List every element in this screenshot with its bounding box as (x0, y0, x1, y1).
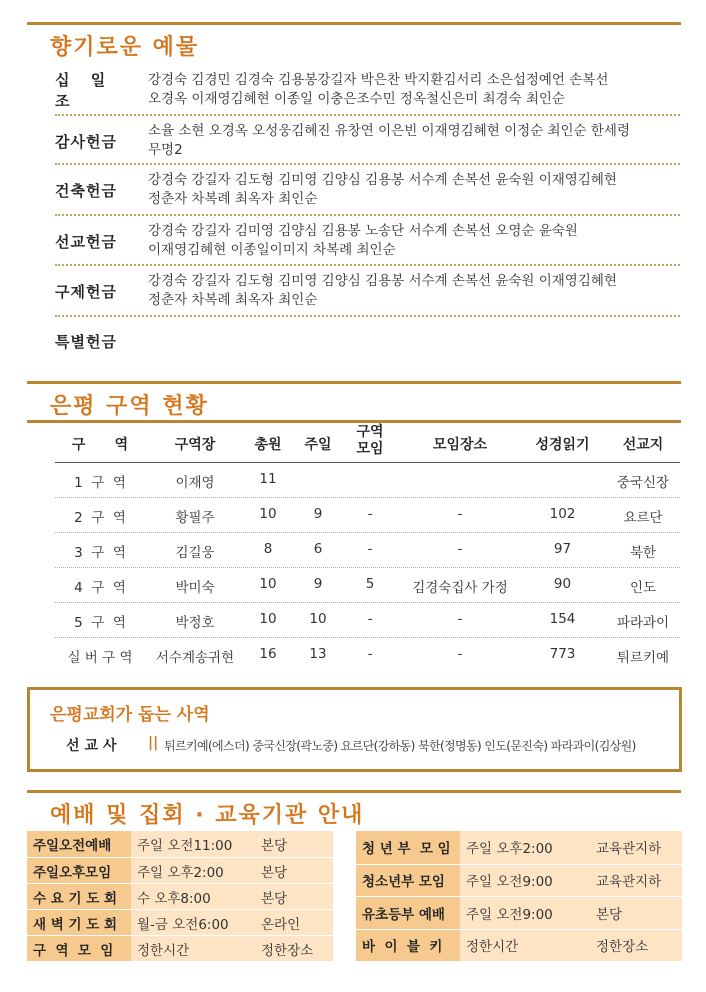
schedule-time: 정한시간 (460, 929, 590, 962)
offering-row-relief (55, 272, 680, 310)
district-cell-missionary: 북한 (629, 545, 657, 561)
district-cell-district: 실 버 구 역 (67, 650, 133, 666)
district-cell-bible: 154 (549, 611, 576, 627)
offering-names-line: 강경숙 강길자 김도형 김미영 김양심 김용봉 서수계 손복선 윤숙원 이재영김혜현 (148, 273, 617, 289)
district-cell-leader: 박미숙 (175, 580, 215, 596)
district-top-rule (27, 381, 681, 384)
district-cell-leader: 황필주 (175, 510, 215, 526)
divider (55, 497, 680, 498)
district-cell-meeting: 5 (365, 576, 375, 592)
district-table-header (55, 424, 680, 462)
divider (55, 163, 680, 165)
offering-names-line: 정춘자 차복례 최옥자 최인순 (148, 292, 318, 308)
schedule-table-left (27, 831, 333, 961)
schedule-place: 온라인 (255, 909, 333, 935)
district-cell-district: 3 구 역 (74, 545, 126, 561)
schedule-place: 교육관지하 (590, 864, 682, 897)
district-cell-leader: 박정호 (175, 615, 215, 631)
col-meeting-1: 구역 (356, 424, 384, 440)
schedule-place: 본당 (255, 883, 333, 909)
schedule-name: 바 이 블 키 (356, 929, 460, 962)
col-sunday: 주일 (304, 437, 332, 453)
schedule-time: 주일 오전11:00 (131, 831, 255, 857)
district-cell-meeting: - (367, 506, 373, 522)
district-cell-leader: 이재영 (175, 475, 215, 491)
district-cell-district: 5 구 역 (74, 615, 126, 631)
offering-label: 감사헌금 (55, 132, 117, 151)
schedule-time: 주일 오후2:00 (460, 831, 590, 864)
district-cell-sunday: 6 (313, 541, 323, 557)
offering-label: 선교헌금 (55, 232, 117, 251)
schedule-time: 주일 오전9:00 (460, 896, 590, 929)
schedule-place: 교육관지하 (590, 831, 682, 864)
schedule-name: 구 역 모 임 (27, 935, 131, 961)
schedule-name: 수 요 기 도 회 (27, 883, 131, 909)
col-meeting-2: 모임 (356, 441, 384, 457)
offering-top-rule (27, 22, 681, 25)
district-row (55, 500, 680, 530)
district-cell-missionary: 파라과이 (616, 615, 670, 631)
schedule-row (27, 935, 333, 961)
district-cell-missionary: 중국신장 (616, 475, 670, 491)
divider (55, 602, 680, 603)
district-cell-district: 2 구 역 (74, 510, 126, 526)
offering-names-line: 소율 소현 오경옥 오성웅김혜진 유창연 이은빈 이재영김혜현 이정순 최인순 한세령 (148, 123, 631, 139)
schedule-row (356, 864, 682, 897)
offering-label: 특별헌금 (55, 333, 117, 351)
divider (55, 114, 680, 116)
offering-names-line: 강경숙 강길자 김미영 김양심 김용봉 노송단 서수계 손복선 오영순 윤숙원 (148, 223, 578, 239)
offering-names-line: 정춘자 차복례 최옥자 최인순 (148, 191, 318, 207)
district-cell-total: 11 (259, 471, 277, 487)
district-cell-sunday: 9 (313, 506, 323, 522)
schedule-place: 본당 (590, 896, 682, 929)
district-cell-total: 16 (259, 646, 277, 662)
district-section-title: 은평 구역 현황 (50, 394, 209, 419)
district-row (55, 465, 680, 495)
col-leader: 구역장 (174, 437, 216, 453)
district-cell-place: - (457, 506, 463, 522)
offering-names-line: 오경옥 이재영김혜현 이종일 이충은조수민 정옥철신은미 최경숙 최인순 (148, 91, 565, 107)
district-cell-total: 10 (259, 576, 277, 592)
district-cell-place: 김경숙집사 가정 (412, 580, 508, 596)
mission-separator: || (148, 735, 159, 751)
schedule-row (27, 909, 333, 935)
schedule-row (27, 831, 333, 857)
schedule-time: 수 오후8:00 (131, 883, 255, 909)
district-cell-meeting: - (367, 541, 373, 557)
schedule-row (27, 883, 333, 909)
district-cell-total: 10 (259, 506, 277, 522)
district-cell-bible: 97 (553, 541, 572, 557)
offering-row-tithe (55, 69, 680, 111)
offering-names (145, 71, 608, 109)
district-row (55, 640, 680, 670)
offering-names (145, 272, 617, 310)
offering-names (145, 122, 630, 160)
mission-list: 튀르키예(에스더) 중국신장(곽노중) 요르단(강하동) 북한(정명동) 인도(문진숙) 파라과이(김상원) (164, 739, 636, 753)
offering-names-line: 강경숙 김경민 김경숙 김용봉강길자 박은찬 박지환김서리 소은섭정예언 손복선 (148, 72, 609, 88)
district-cell-place: - (457, 541, 463, 557)
district-cell-meeting: - (367, 611, 373, 627)
offering-row-building (55, 171, 680, 209)
schedule-name: 주일오후모임 (27, 857, 131, 883)
offering-names (145, 171, 617, 209)
divider (55, 637, 680, 638)
schedule-time: 주일 오전9:00 (460, 864, 590, 897)
district-cell-total: 10 (259, 611, 277, 627)
district-row (55, 605, 680, 635)
district-cell-missionary: 인도 (629, 580, 657, 596)
header-underline (55, 462, 680, 463)
district-cell-missionary: 요르단 (623, 510, 663, 526)
offering-row-mission (55, 222, 680, 260)
district-cell-total: 8 (263, 541, 273, 557)
offering-label: 십 일 조 (55, 71, 114, 110)
offering-row-special (55, 331, 680, 352)
divider (55, 532, 680, 533)
schedule-time: 주일 오후2:00 (131, 857, 255, 883)
district-row (55, 570, 680, 600)
district-cell-bible: 90 (553, 576, 572, 592)
district-cell-sunday: 13 (309, 646, 327, 662)
district-cell-missionary: 튀르키예 (616, 650, 670, 666)
district-cell-leader: 서수계송귀현 (155, 650, 235, 666)
district-cell-sunday: 10 (309, 611, 327, 627)
col-total: 총원 (254, 437, 282, 453)
col-place: 모임장소 (432, 437, 488, 453)
mission-label: 선교사 (66, 738, 122, 754)
offering-names-line: 무명2 (148, 142, 183, 158)
schedule-place: 정한장소 (255, 935, 333, 961)
schedule-place: 정한장소 (590, 929, 682, 962)
col-bible: 성경읽기 (535, 437, 590, 453)
district-cell-bible: 773 (549, 646, 576, 662)
divider (55, 214, 680, 216)
offering-names-line: 이재영김혜현 이종일이미지 차복례 최인순 (148, 242, 396, 258)
district-row (55, 535, 680, 565)
col-district: 구 역 (71, 437, 129, 453)
schedule-place: 본당 (255, 857, 333, 883)
mission-title: 은평교회가 돕는 사역 (50, 705, 210, 725)
schedule-row (356, 831, 682, 864)
district-cell-district: 4 구 역 (74, 580, 126, 596)
col-missionary: 선교지 (622, 437, 664, 453)
district-cell-meeting: - (367, 646, 373, 662)
offering-names (145, 222, 578, 260)
district-cell-sunday: 9 (313, 576, 323, 592)
schedule-time: 월-금 오전6:00 (131, 909, 255, 935)
offering-label: 건축헌금 (55, 181, 117, 200)
district-header-rule (27, 420, 681, 423)
divider (55, 315, 680, 317)
divider (55, 264, 680, 266)
district-cell-district: 1 구 역 (74, 475, 126, 491)
schedule-section-title: 예배 및 집회 · 교육기관 안내 (50, 803, 365, 828)
district-cell-bible: 102 (549, 506, 576, 522)
schedule-row (356, 929, 682, 962)
schedule-name: 유초등부 예배 (356, 896, 460, 929)
divider (55, 567, 680, 568)
schedule-time: 정한시간 (131, 935, 255, 961)
schedule-place: 본당 (255, 831, 333, 857)
mission-box (27, 687, 682, 772)
schedule-row (27, 857, 333, 883)
offering-section-title: 향기로운 예물 (50, 35, 200, 60)
schedule-table-right (356, 831, 682, 961)
offering-row-thanks (55, 122, 680, 160)
district-cell-place: - (457, 611, 463, 627)
offering-label: 구제헌금 (55, 282, 117, 301)
schedule-name: 청 년 부 모 임 (356, 831, 460, 864)
schedule-name: 새 벽 기 도 회 (27, 909, 131, 935)
offering-names-line: 강경숙 강길자 김도형 김미영 김양심 김용봉 서수계 손복선 윤숙원 이재영김혜현 (148, 172, 617, 188)
schedule-name: 주일오전예배 (27, 831, 131, 857)
schedule-row (356, 896, 682, 929)
schedule-top-rule (27, 790, 681, 793)
district-cell-place: - (457, 646, 463, 662)
district-cell-leader: 김길웅 (175, 545, 215, 561)
schedule-name: 청소년부 모임 (356, 864, 460, 897)
